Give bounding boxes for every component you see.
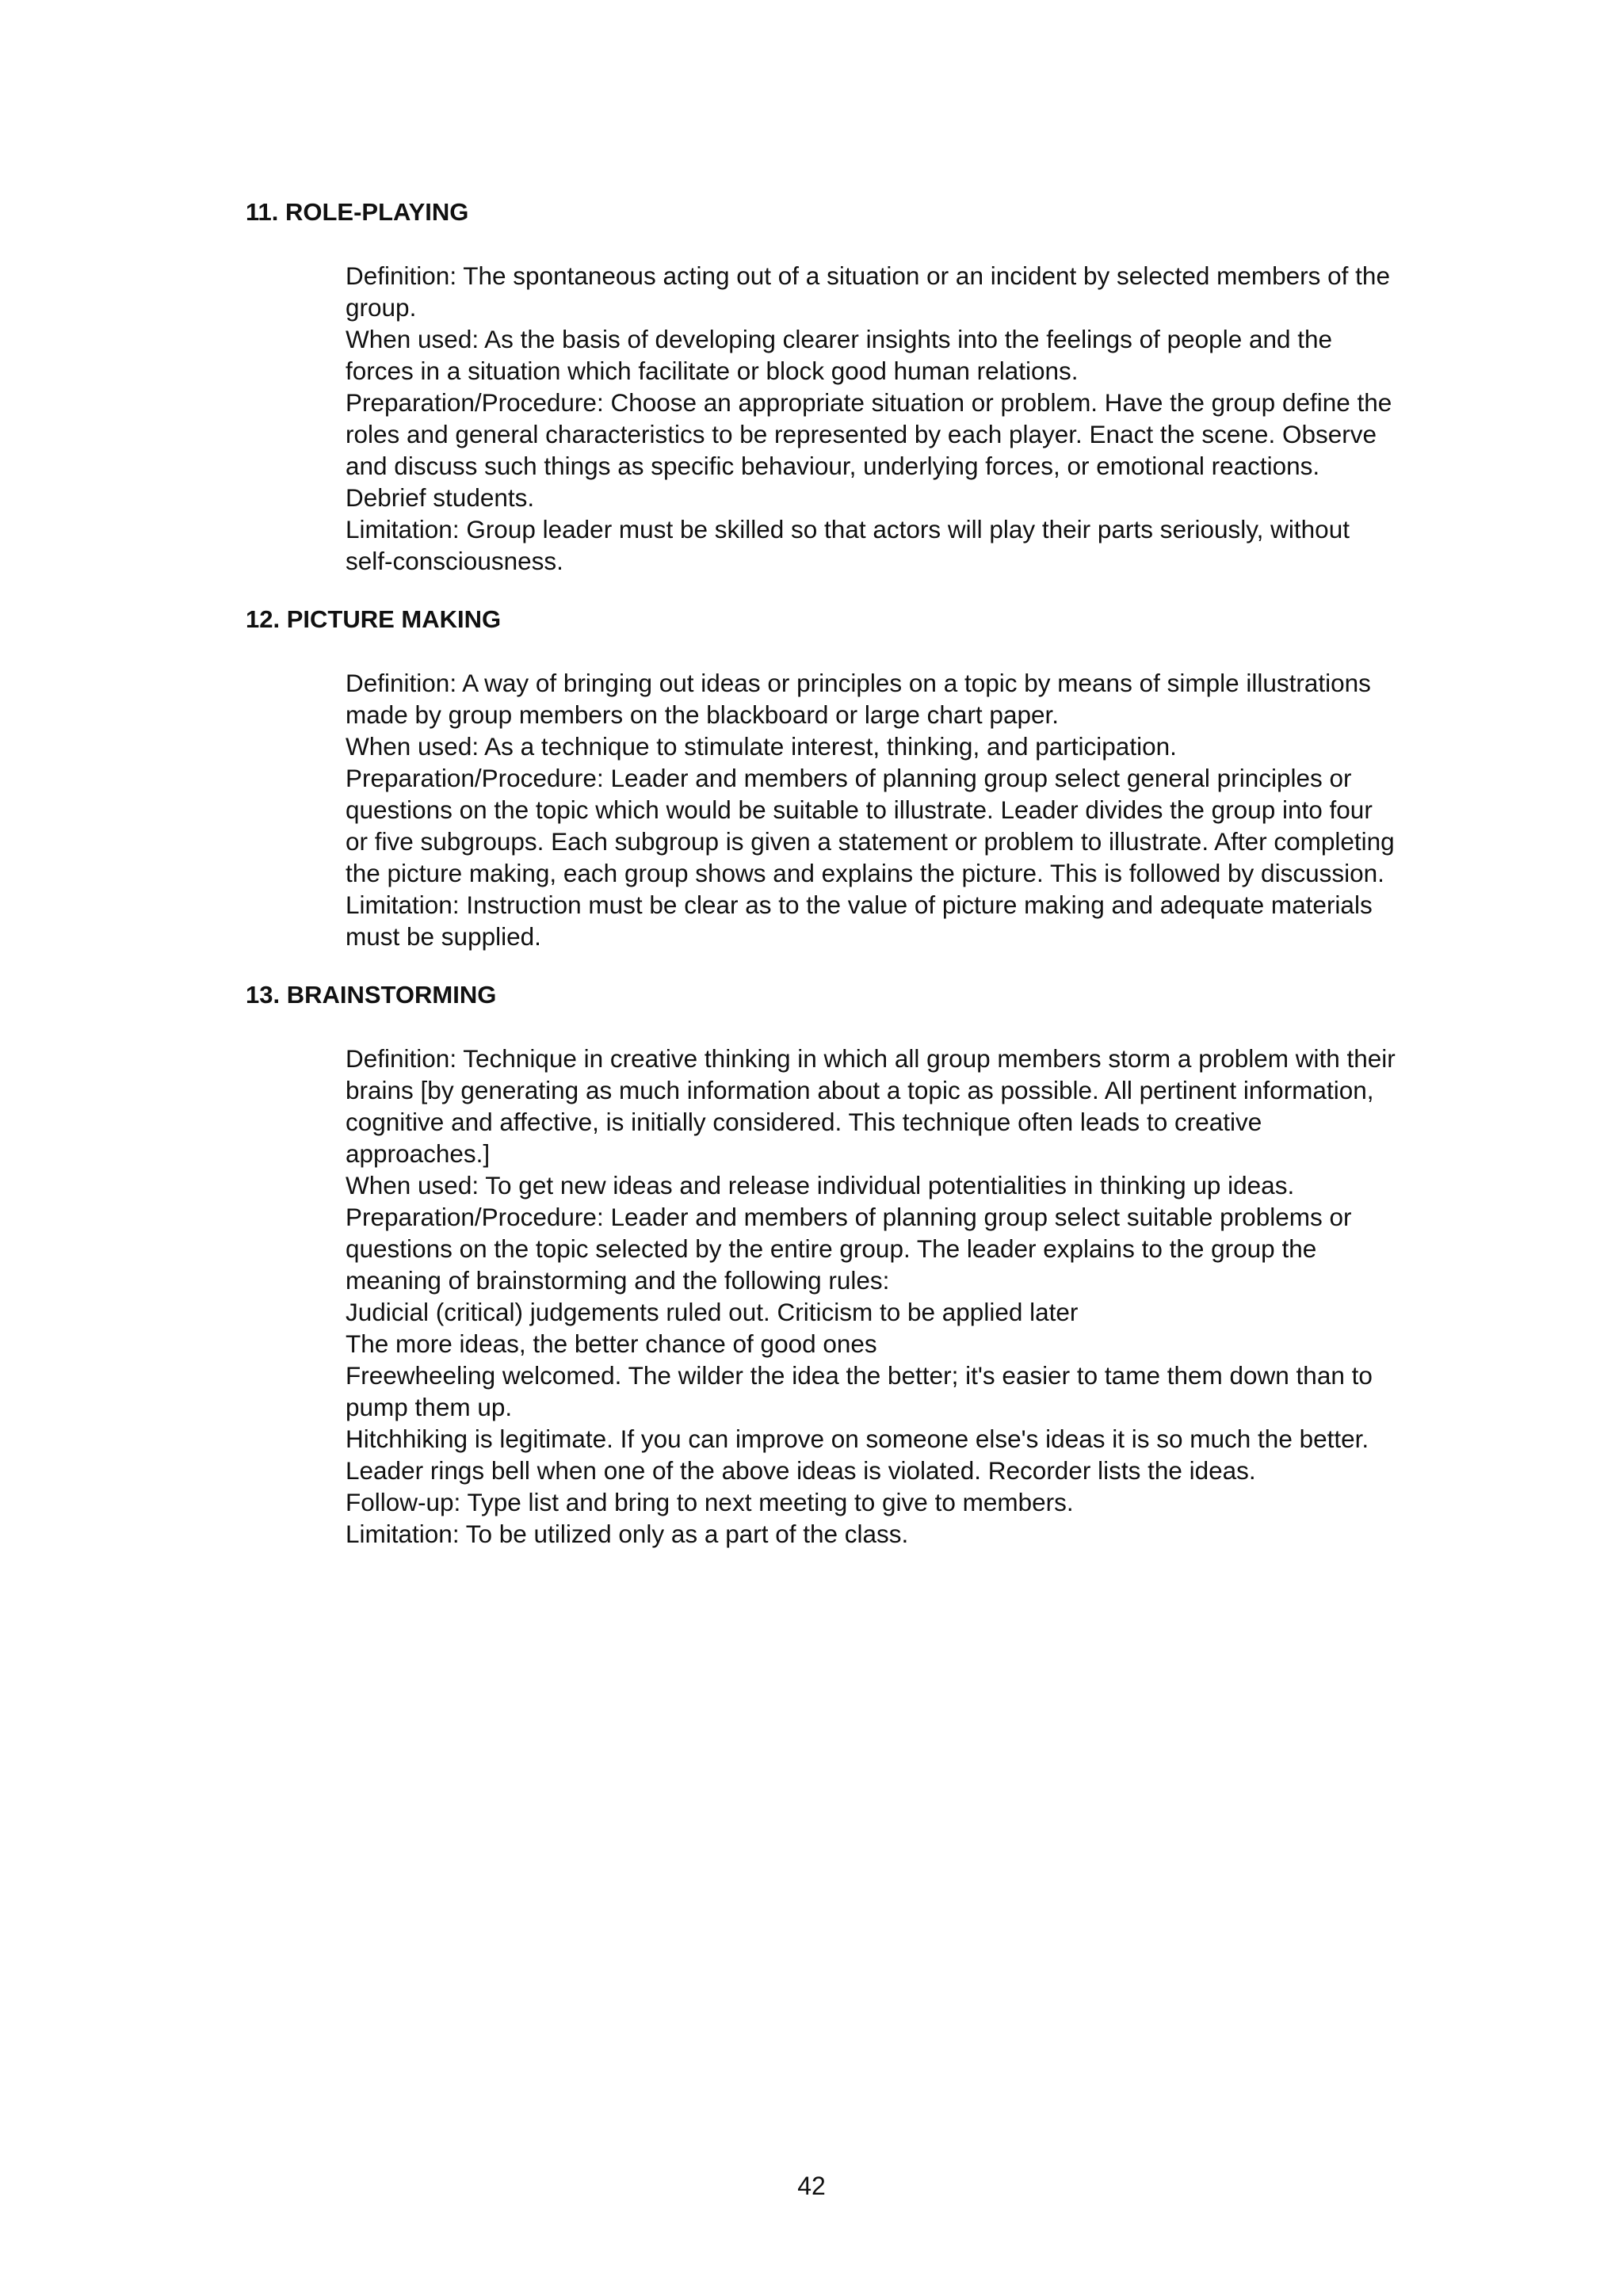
page-number: 42 (797, 2172, 826, 2200)
section-brainstorming (246, 979, 1396, 1550)
rule-line: The more ideas, the better chance of good ones (346, 1329, 877, 1358)
limitation-paragraph: Limitation: Group leader must be skilled so that actors will play their parts seriously, without self-consciousness. (346, 515, 1350, 575)
section-heading: 12. PICTURE MAKING (246, 605, 502, 633)
limitation-paragraph: Limitation: Instruction must be clear as to the value of picture making and adequate materials must be supplied. (346, 891, 1373, 951)
definition-paragraph: Definition: Technique in creative thinking in which all group members storm a problem with their brains [by generating as much information about a topic as possible. All pertinent information, cognitive and affective, is initially considered. This technique often leads to creative approaches.] (346, 1044, 1396, 1168)
procedure-paragraph: Preparation/Procedure: Leader and members of planning group select general principles or questions on the topic which would be suitable to illustrate. Leader divides the group into four or five subgroups. Each subgroup is given a statement or problem to illustrate. After completing the picture making, each group shows and explains the picture. This is followed by discussion. (346, 764, 1395, 887)
when-used-paragraph: When used: To get new ideas and release individual potentialities in thinking up ideas. (346, 1171, 1295, 1199)
document-content (246, 196, 1396, 1577)
when-used-paragraph: When used: As a technique to stimulate interest, thinking, and participation. (346, 732, 1177, 761)
section-picture-making (246, 604, 1395, 952)
rule-line: Freewheeling welcomed. The wilder the idea the better; it's easier to tame them down than to pump them up. (346, 1361, 1373, 1421)
procedure-paragraph: Preparation/Procedure: Leader and members of planning group select suitable problems or questions on the topic selected by the entire group. The leader explains to the group the meaning of brainstorming and the following rules: (346, 1203, 1352, 1295)
follow-up-paragraph: Follow-up: Type list and bring to next meeting to give to members. (346, 1488, 1074, 1516)
section-heading: 13. BRAINSTORMING (246, 981, 497, 1009)
procedure-note: Leader rings bell when one of the above ideas is violated. Recorder lists the ideas. (346, 1456, 1256, 1485)
procedure-paragraph: Preparation/Procedure: Choose an appropriate situation or problem. Have the group define the roles and general characteristics to be represented by each player. Enact the scene. Observe and discuss such things as specific behaviour, underlying forces, or emotional reactions. Debrief students. (346, 388, 1392, 512)
definition-paragraph: Definition: The spontaneous acting out of a situation or an incident by selected members of the group. (346, 261, 1390, 322)
section-body (346, 667, 1400, 952)
section-body (346, 260, 1400, 577)
section-body (346, 1043, 1400, 1550)
limitation-paragraph: Limitation: To be utilized only as a part of the class. (346, 1520, 909, 1548)
definition-paragraph: Definition: A way of bringing out ideas or principles on a topic by means of simple illustrations made by group members on the blackboard or large chart paper. (346, 669, 1371, 729)
rule-line: Judicial (critical) judgements ruled out. Criticism to be applied later (346, 1298, 1079, 1326)
when-used-paragraph: When used: As the basis of developing clearer insights into the feelings of people and the forces in a situation which facilitate or block good human relations. (346, 325, 1333, 385)
section-heading: 11. ROLE-PLAYING (246, 198, 469, 226)
rule-line: Hitchhiking is legitimate. If you can improve on someone else's ideas it is so much the better. (346, 1425, 1369, 1453)
section-role-playing (246, 196, 1392, 577)
